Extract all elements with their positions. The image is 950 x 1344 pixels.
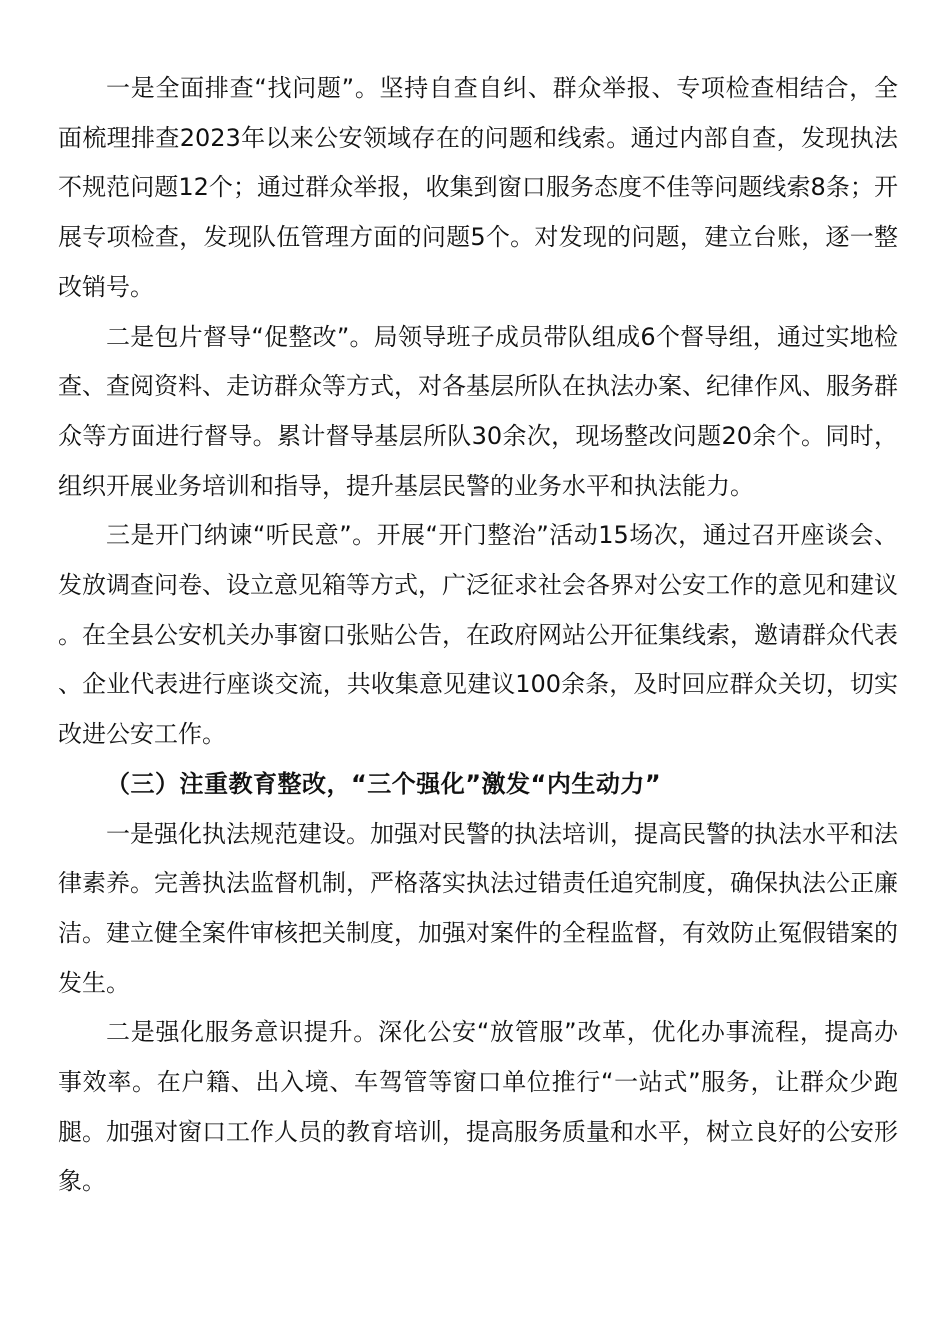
paragraph-service-awareness: 二是强化服务意识提升。深化公安“放管服”改革，优化办事流程，提高办事效率。在户籍、出入境、车驾管等窗口单位推行“一站式”服务，让群众少跑腿。加强对窗口工作人员的教育培训，提高服务质量和水平，树立良好的公安形象。: [58, 1018, 898, 1196]
paragraph-law-enforcement: 一是强化执法规范建设。加强对民警的执法培训，提高民警的执法水平和法律素养。完善执法监督机制，严格落实执法过错责任追究制度，确保执法公正廉洁。建立健全案件审核把关制度，加强对案件的全程监督，有效防止冤假错案的发生。: [58, 819, 898, 997]
section-heading: （三）注重教育整改，“三个强化”激发“内生动力”: [106, 769, 662, 798]
document-page: [58, 64, 898, 1207]
paragraph-public-opinion: 三是开门纳谏“听民意”。开展“开门整治”活动15场次，通过召开座谈会、发放调查问卷、设立意见箱等方式，广泛征求社会各界对公安工作的意见和建议。在全县公安机关办事窗口张贴公告，在政府网站公开征集线索，邀请群众代表、企业代表进行座谈交流，共收集意见建议100余条，及时回应群众关切，切实改进公安工作。: [58, 521, 898, 749]
paragraph-comprehensive-check: 一是全面排查“找问题”。坚持自查自纠、群众举报、专项检查相结合，全面梳理排查2023年以来公安领域存在的问题和线索。通过内部自查，发现执法不规范问题12个；通过群众举报，收集到窗口服务态度不佳等问题线索8条；开展专项检查，发现队伍管理方面的问题5个。对发现的问题，建立台账，逐一整改销号。: [58, 74, 898, 301]
paragraph-supervision: 二是包片督导“促整改”。局领导班子成员带队组成6个督导组，通过实地检查、查阅资料、走访群众等方式，对各基层所队在执法办案、纪律作风、服务群众等方面进行督导。累计督导基层所队30余次，现场整改问题20余个。同时，组织开展业务培训和指导，提升基层民警的业务水平和执法能力。: [58, 322, 898, 500]
